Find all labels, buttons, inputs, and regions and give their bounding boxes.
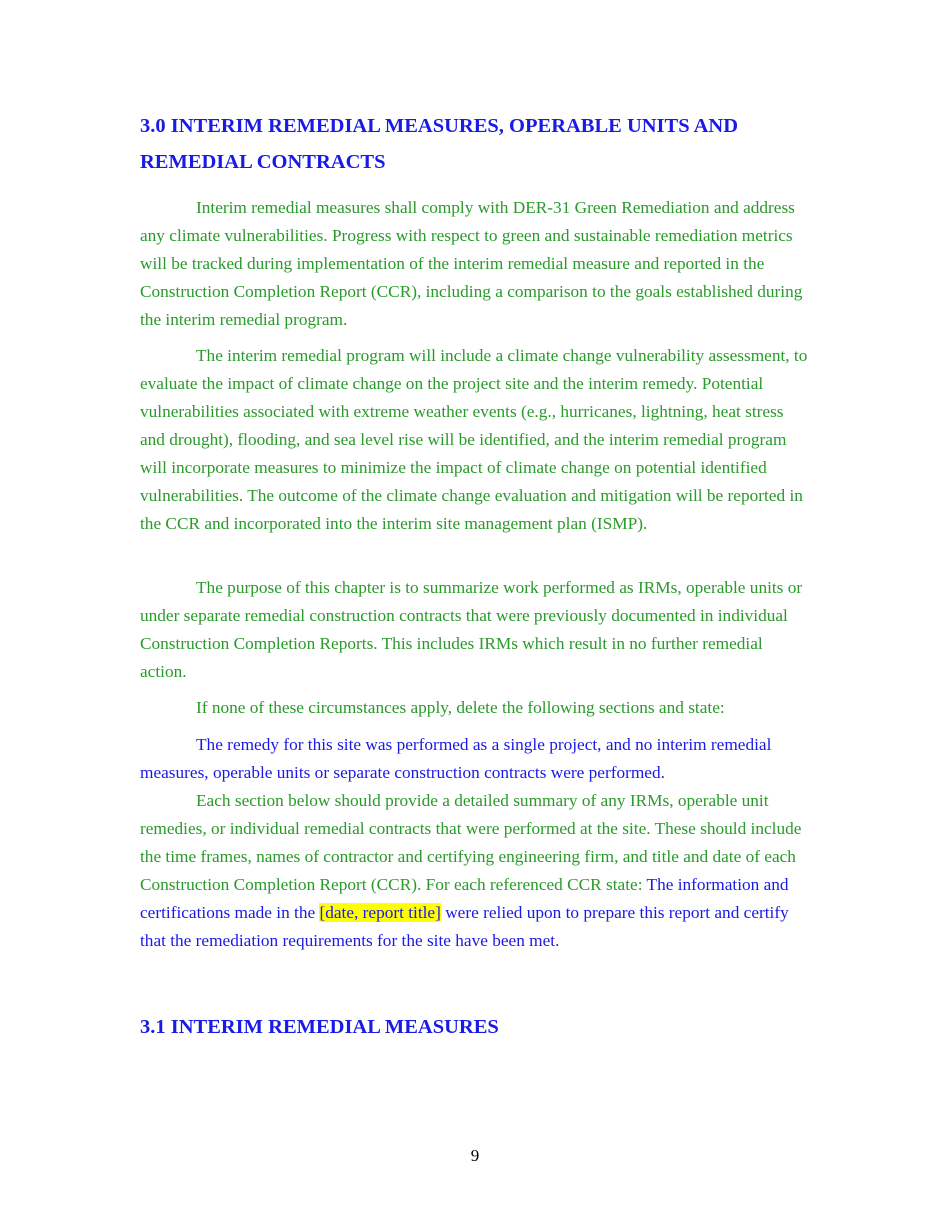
- paragraph-chapter-purpose: The purpose of this chapter is to summarize work performed as IRMs, operable units or under separate remedial construction contracts that were previously documented in individual Construction Completion Reports. This includes IRMs which result in no further remedial action.: [140, 578, 803, 681]
- paragraph-green-remediation: Interim remedial measures shall comply with DER-31 Green Remediation and address any climate vulnerabilities. Progress with respect to green and sustainable remediation metrics will be tracked during implementation of the interim remedial measure and reported in the Construction Completion Report (CCR), including a comparison to the goals established during the interim remedial program.: [140, 198, 803, 329]
- section-heading-line2: REMEDIAL CONTRACTS: [140, 151, 386, 173]
- section-heading-line1: 3.0 INTERIM REMEDIAL MEASURES, OPERABLE UNITS AND: [140, 115, 739, 137]
- section-heading: [140, 108, 820, 180]
- subsection-heading: 3.1 INTERIM REMEDIAL MEASURES: [140, 1016, 499, 1038]
- paragraph-single-project-statement: The remedy for this site was performed as a single project, and no interim remedial measures, operable units or separate construction contracts were performed.: [140, 735, 772, 782]
- paragraph-section-summary: [140, 787, 808, 955]
- paragraph-climate-vulnerability: The interim remedial program will include a climate change vulnerability assessment, to evaluate the impact of climate change on the project site and the interim remedy. Potential vulnerabilities associated with extreme weather events (e.g., hurricanes, lightning, heat stress and drought), flooding, and sea level rise will be identified, and the interim remedial program will incorporate measures to minimize the impact of climate change on potential identified vulnerabilities. The outcome of the climate change evaluation and mitigation will be reported in the CCR and incorporated into the interim site management plan (ISMP).: [140, 346, 808, 533]
- certification-statement-start: The information and certifications made in the: [140, 875, 789, 922]
- report-title-placeholder: [date, report title]: [319, 903, 441, 922]
- page-number: 9: [470, 1146, 480, 1165]
- section-summary-instructions: Each section below should provide a detailed summary of any IRMs, operable unit remedies, or individual remedial contracts that were performed at the site. These should include the time frames, names of contractor and certifying engineering firm, and title and date of each Construction Completion Report (CCR). For each referenced CCR state:: [140, 791, 802, 894]
- paragraph-none-apply: If none of these circumstances apply, delete the following sections and state:: [196, 698, 725, 717]
- certification-statement-end: were relied upon to prepare this report and certify that the remediation requirements for the site have been met.: [140, 903, 789, 950]
